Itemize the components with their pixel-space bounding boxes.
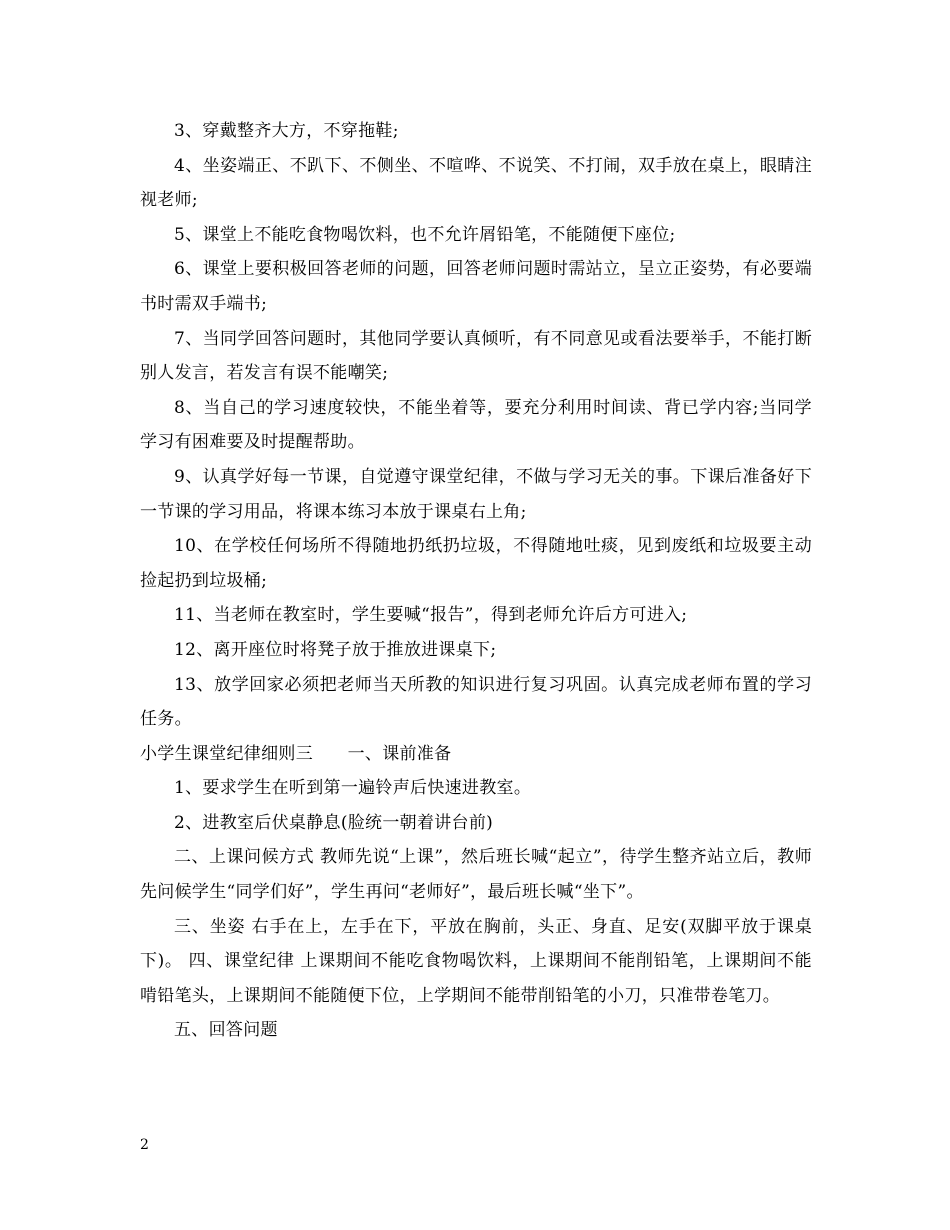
section-heading: 小学生课堂纪律细则三 一、课前准备: [140, 743, 452, 764]
page-number: 2: [140, 1137, 149, 1153]
paragraph-rule-9: 9、认真学好每一节课，自觉遵守课堂纪律，不做与学习无关的事。下课后准备好下一节课的学习用品，将课本练习本放于课桌右上角;: [140, 466, 812, 522]
paragraph-rule-7: 7、当同学回答问题时，其他同学要认真倾听，有不同意见或看法要举手，不能打断别人发言，若发言有误不能嘲笑;: [140, 328, 812, 384]
paragraph-rule-8: 8、当自己的学习速度较快，不能坐着等，要充分利用时间读、背已学内容;当同学学习有困难要及时提醒帮助。: [140, 397, 812, 453]
paragraph-posture-discipline: 三、坐姿 右手在上，左手在下，平放在胸前，头正、身直、足安(双脚平放于课桌下)。 四、课堂纪律 上课期间不能吃食物喝饮料，上课期间不能削铅笔，上课期间不能啃铅笔头，上课期间不能随便下位，上学期间不能带削铅笔的小刀，只准带卷笔刀。: [140, 916, 812, 1006]
paragraph-prep-2: 2、进教室后伏桌静息(脸统一朝着讲台前): [174, 812, 494, 833]
paragraph-rule-3: 3、穿戴整齐大方，不穿拖鞋;: [174, 121, 399, 141]
paragraph-rule-11: 11、当老师在教室时，学生要喊“报告”，得到老师允许后方可进入;: [174, 605, 688, 626]
paragraph-rule-13: 13、放学回家必须把老师当天所教的知识进行复习巩固。认真完成老师布置的学习任务。: [140, 674, 812, 730]
paragraph-prep-1: 1、要求学生在听到第一遍铃声后快速进教室。: [174, 778, 532, 799]
document-body: [140, 114, 812, 1048]
paragraph-rule-5: 5、课堂上不能吃食物喝饮料，也不允许屑铅笔，不能随便下座位;: [174, 224, 676, 245]
paragraph-rule-4: 4、坐姿端正、不趴下、不侧坐、不喧哗、不说笑、不打闹，双手放在桌上，眼睛注视老师;: [140, 155, 812, 211]
paragraph-rule-6: 6、课堂上要积极回答老师的问题，回答老师问题时需站立，呈立正姿势，有必要端书时需双手端书;: [140, 259, 812, 314]
paragraph-greeting: 二、上课问候方式 教师先说“上课”，然后班长喊“起立”，待学生整齐站立后，教师先问候学生“同学们好”，学生再问“老师好”，最后班长喊“坐下”。: [140, 847, 812, 903]
paragraph-answering: 五、回答问题: [174, 1020, 278, 1041]
paragraph-rule-10: 10、在学校任何场所不得随地扔纸扔垃圾，不得随地吐痰，见到废纸和垃圾要主动捡起扔到垃圾桶;: [140, 536, 812, 591]
paragraph-rule-12: 12、离开座位时将凳子放于推放进课桌下;: [174, 639, 497, 660]
